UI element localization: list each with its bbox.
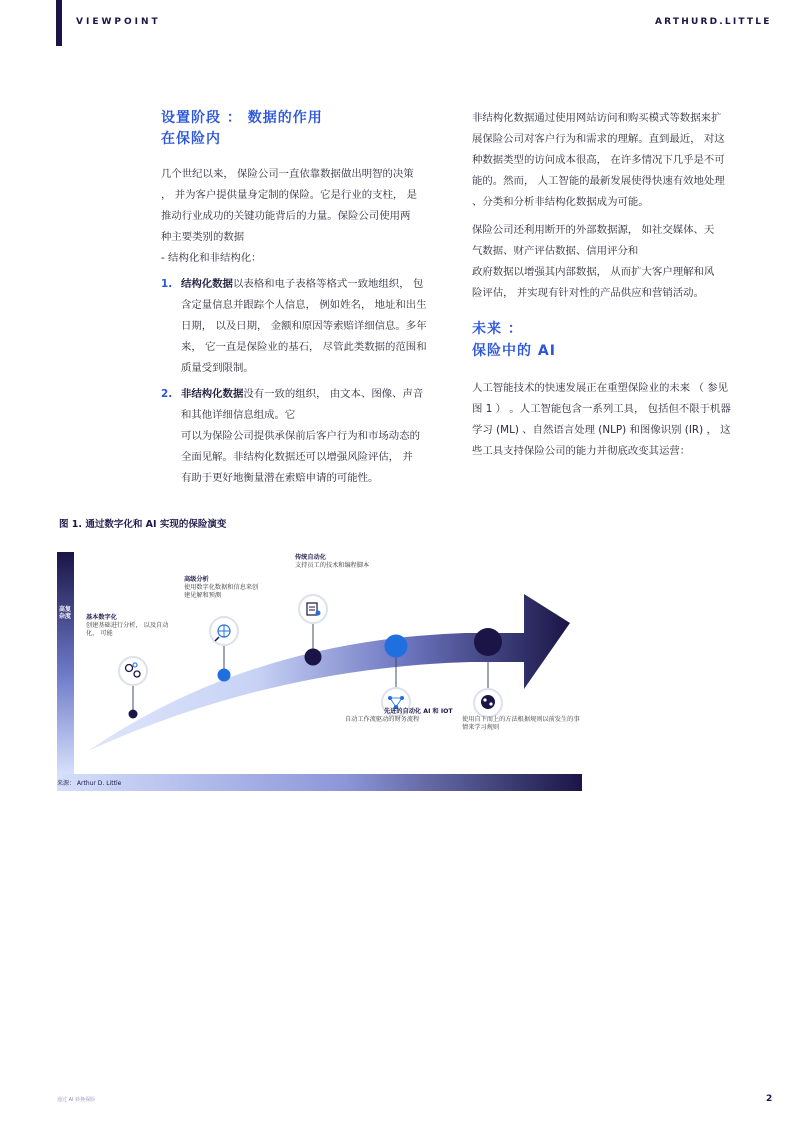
future-title (472, 318, 762, 362)
para-line: 图 1 ） 。人工智能包含一系列工具， 包括但不限于机器 (472, 403, 731, 415)
para-line: 人工智能技术的快速发展正在重塑保险业的未来 （ 参见 (472, 382, 728, 394)
para-line: 些工具支持保险公司的能力并彻底改变其运营： (472, 445, 691, 457)
data-types-list (161, 274, 451, 489)
left-column (161, 164, 451, 489)
milestone-dot (129, 710, 138, 719)
milestone-desc: 创建基础进行分析， 以及自动 (86, 622, 169, 629)
future-title-line2: 保险中的 AI (472, 343, 556, 359)
item-line: 全面见解。非结构化数据还可以增强风险评估， 并 (181, 451, 413, 463)
future-title-line1: 未来 ： (472, 321, 523, 337)
milestone-dot (385, 635, 408, 658)
right-paragraph-2 (472, 220, 762, 304)
intro-paragraph (161, 164, 451, 269)
y-axis-label: 高复杂度 (59, 606, 72, 620)
milestone-dot (305, 649, 322, 666)
para-line: 展保险公司对客户行为和需求的理解。直到最近， 对这 (472, 133, 725, 145)
section-title-line1: 设置阶段 ： 数据的作用 (161, 110, 323, 126)
item-line: 含定量信息并跟踪个人信息， 例如姓名， 地址和出生 (181, 299, 427, 311)
item-line: 质量受到限制。 (181, 362, 254, 374)
term-unstructured: 非结构化数据 (181, 388, 244, 400)
para-line: 保险公司还利用断开的外部数据源， 如社交媒体、天 (472, 224, 715, 236)
footer-publication: 通过 AI 转换保险 (57, 1097, 96, 1103)
para-line: 险评估， 并实现有针对性的产品供应和营销活动。 (472, 287, 704, 299)
header-brand: ARTHURD.LITTLE (655, 17, 772, 27)
para-line: 能的。然而， 人工智能的最新发展使得快速有效地处理 (472, 175, 725, 187)
milestone-desc: 情来学习规则 (462, 724, 500, 731)
milestone-title: 高级分析 (184, 576, 209, 583)
page-number: 2 (766, 1094, 773, 1104)
section-title-line2: 在保险内 (161, 131, 221, 147)
milestone-advanced-analytics (184, 575, 294, 600)
milestone-dot (218, 669, 231, 682)
header-viewpoint: VIEWPOINT (76, 17, 161, 27)
gear-cluster-icon (119, 657, 147, 685)
y-axis-bar (57, 552, 74, 774)
term-structured: 结构化数据 (181, 278, 233, 290)
right-paragraph-3 (472, 378, 762, 462)
milestone-traditional-automation (295, 553, 425, 570)
figure-title: 图 1. 通过数字化和 AI 实现的保险演变 (59, 519, 227, 530)
intro-line: 推动行业成功的关键功能背后的力量。保险公司使用两 (161, 210, 411, 222)
para-line: 政府数据以增强其内部数据， 从而扩大客户理解和风 (472, 266, 715, 278)
evolution-diagram (0, 540, 794, 800)
intro-line: 种主要类别的数据 (161, 231, 245, 243)
section-title (161, 108, 323, 150)
milestone-title: 传统自动化 (295, 554, 326, 561)
item-line: 可以为保险公司提供承保前后客户行为和市场动态的 (181, 430, 420, 442)
list-item-unstructured (161, 384, 451, 489)
analytics-globe-icon (210, 617, 238, 645)
milestone-desc: 化， 可能 (86, 630, 113, 637)
x-axis-bar (57, 774, 582, 791)
header-accent-bar (56, 0, 62, 46)
milestone-desc: 使用数字化数据和信息来创 (184, 584, 259, 591)
para-line: 气数据、财产评估数据、信用评分和 (472, 245, 639, 257)
intro-line: - 结构化和非结构化： (161, 252, 262, 264)
ai-brain-icon (474, 689, 502, 717)
milestone-desc: 自动工作流驱动的财务流程 (345, 716, 420, 723)
milestone-title: 先进的自动化 AI 和 IOT (384, 708, 453, 715)
item-line: 没有一致的组织， 由文本、图像、声音 (243, 388, 424, 400)
item-line: 日期， 以及日期， 金额和原因等索赔详细信息。多年 (181, 320, 427, 332)
milestone-desc: 支持员工的技术和编程脚本 (295, 562, 370, 569)
list-number: 1. (161, 278, 173, 290)
milestone-title: 基本数字化 (86, 614, 117, 621)
document-automation-icon (299, 595, 327, 623)
intro-line: 几个世纪以来， 保险公司一直依靠数据做出明智的决策 (161, 168, 414, 180)
milestone-advanced-automation (345, 707, 465, 724)
milestone-basic-digitization (86, 613, 196, 638)
para-line: 种数据类型的访问成本很高， 在许多情况下几乎是不可 (472, 154, 725, 166)
item-line: 以表格和电子表格等格式一致地组织， 包 (232, 278, 424, 290)
list-number: 2. (161, 388, 173, 400)
right-column (472, 108, 762, 462)
milestone-desc: 建见解和预测 (184, 592, 222, 599)
item-line: 有助于更好地衡量潜在索赔申请的可能性。 (181, 472, 379, 484)
para-line: 非结构化数据通过使用网站访问和购买模式等数据来扩 (472, 112, 722, 124)
intro-line: ， 并为客户提供量身定制的保险。它是行业的支柱， 是 (161, 189, 417, 201)
milestone-dot (474, 628, 502, 656)
milestone-desc: 使用自下而上的方法根据规则以前发生的事 (462, 716, 580, 723)
item-line: 和其他详细信息组成。它 (181, 409, 296, 421)
item-line: 来， 它一直是保险业的基石， 尽管此类数据的范围和 (181, 341, 427, 353)
para-line: 、分类和分析非结构化数据成为可能。 (472, 196, 649, 208)
para-line: 学习 (ML) 、自然语言处理 (NLP) 和图像识别 (IR) ， 这 (472, 424, 731, 436)
list-item-structured (161, 274, 451, 379)
figure-source: 来源： Arthur D. Little (57, 780, 122, 787)
right-paragraph-1 (472, 108, 762, 213)
milestone-ai-learning (462, 716, 612, 732)
